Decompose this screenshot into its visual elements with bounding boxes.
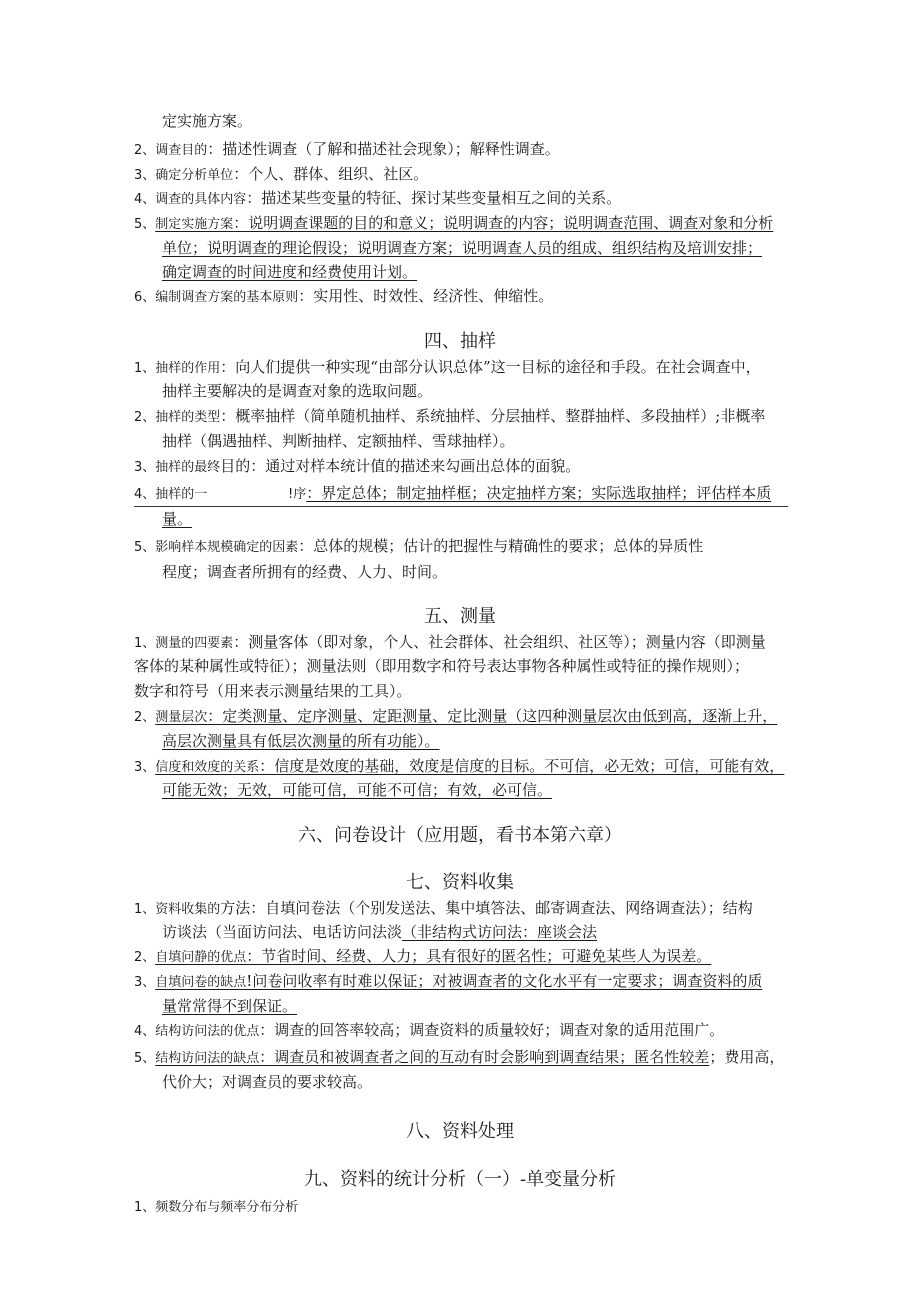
s7-item-1: 1、资料收集的方法：自填问卷法（个别发送法、集中填答法、邮寄调查法、网络调查法）；结构 [134,899,753,917]
s5-item-1-line-2: 客体的某种属性或特征）；测量法则（即用数字和符号表达事物各种属性或特征的操作规则）； [134,657,750,675]
s7-item-4: 4、结构访问法的优点：调查的回答率较高；调查资料的质量较好；调查对象的适用范围广。 [134,1021,725,1039]
section-8-title: 八、资料处理 [406,1121,514,1142]
s3-item-5: 5、制定实施方案：说明调查课题的目的和意义；说明调查的内容；说明调查范围、调查对象和分析 [134,214,774,232]
section-6-title: 六、问卷设计（应用题，看书本第六章） [298,825,622,846]
s4-item-4-steps: !序：界定总体；制定抽样框；决定抽样方案；实际选取抽样；评估样本质 [288,484,772,502]
s4-item-4: 4、抽样的一 [134,487,208,502]
s3-item-6: 6、编制调查方案的基本原则：实用性、时效性、经济性、伸缩性。 [134,287,554,305]
divider-rule [134,506,788,507]
section-7-title: 七、资料收集 [406,872,514,893]
s5-item-2: 2、测量层次：定类测量、定序测量、定距测量、定比测量（这四种测量层次由低到高，逐渐上升， [134,707,778,725]
s7-item-1-line-2: 访谈法（当面访问法、电话访问法淡（非结构式访问法：座谈会法 [162,923,598,941]
s7-item-5: 5、结构访问法的缺点：调查员和被调查者之间的互动有时会影响到调查结果；匿名性较差；费用高， [134,1048,785,1066]
s5-item-2-line-2: 高层次测量具有低层次测量的所有功能）。 [162,732,440,750]
s5-item-3: 3、信度和效度的关系：信度是效度的基础，效度是信度的目标。不可信，必无效；可信，可能有效， [134,757,785,775]
s5-item-1: 1、测量的四要素：测量客体（即对象，个人、社会群体、社会组织、社区等）；测量内容（即测量 [134,633,766,651]
s5-item-3-line-2: 可能无效；无效，可能可信，可能不可信；有效，必可信。 [162,781,553,799]
s3-item-4: 4、调查的具体内容：描述某些变量的特征、探讨某些变量相互之间的关系。 [134,189,622,207]
s4-item-1-line-2: 抽样主要解决的是调查对象的选取问题。 [162,382,433,400]
s4-item-3: 3、抽样的最终目的：通过对样本统计值的描述来勾画出总体的面貌。 [134,457,581,475]
s4-item-4-line-2: 量。 [162,510,193,528]
section-4-title: 四、抽样 [424,331,496,352]
s3-item-2: 2、调查目的：描述性调查（了解和描述社会现象）；解释性调查。 [134,140,560,158]
section-9-title: 九、资料的统计分析（一）-单变量分析 [303,1169,617,1190]
s7-item-3-line-2: 量常常得不到保证。 [162,997,298,1015]
section-5-title: 五、测量 [424,606,496,627]
s9-item-1: 1、频数分布与频率分布分析 [134,1200,299,1215]
s3-line-1: 定实施方案。 [162,112,253,130]
s4-item-5: 5、影响样本规模确定的因素：总体的规模；估计的把握性与精确性的要求；总体的异质性 [134,537,704,555]
s5-item-1-line-3: 数字和符号（用来表示测量结果的工具）。 [134,682,412,700]
s7-item-5-line-2: 代价大；对调查员的要求较高。 [162,1073,373,1091]
s7-item-3: 3、自填问卷的缺点!问卷问收率有时难以保证；对被调查者的文化水平有一定要求；调查资料的质 [134,972,763,990]
s3-item-5-line-2: 单位；说明调查的理论假设；说明调查方案；说明调查人员的组成、组织结构及培训安排； [162,239,763,257]
s4-item-1: 1、抽样的作用：向人们提供一种实现“由部分认识总体”这一目标的途径和手段。在社会调查中， [134,358,761,376]
s3-item-5-line-3: 确定调查的时间进度和经费使用计划。 [162,263,418,281]
s4-item-2: 2、抽样的类型：概率抽样（简单随机抽样、系统抽样、分层抽样、整群抽样、多段抽样）;非概率 [134,407,766,425]
s7-item-2: 2、自填问静的优点：节省时间、经费、人力；具有很好的匿名性；可避免某些人为误差。 [134,947,712,965]
s3-item-3: 3、确定分析单位：个人、群体、组织、社区。 [134,165,429,183]
s4-item-5-line-2: 程度；调查者所拥有的经费、人力、时间。 [162,563,448,581]
s4-item-2-line-2: 抽样（偶遇抽样、判断抽样、定额抽样、雪球抽样）。 [162,432,515,450]
